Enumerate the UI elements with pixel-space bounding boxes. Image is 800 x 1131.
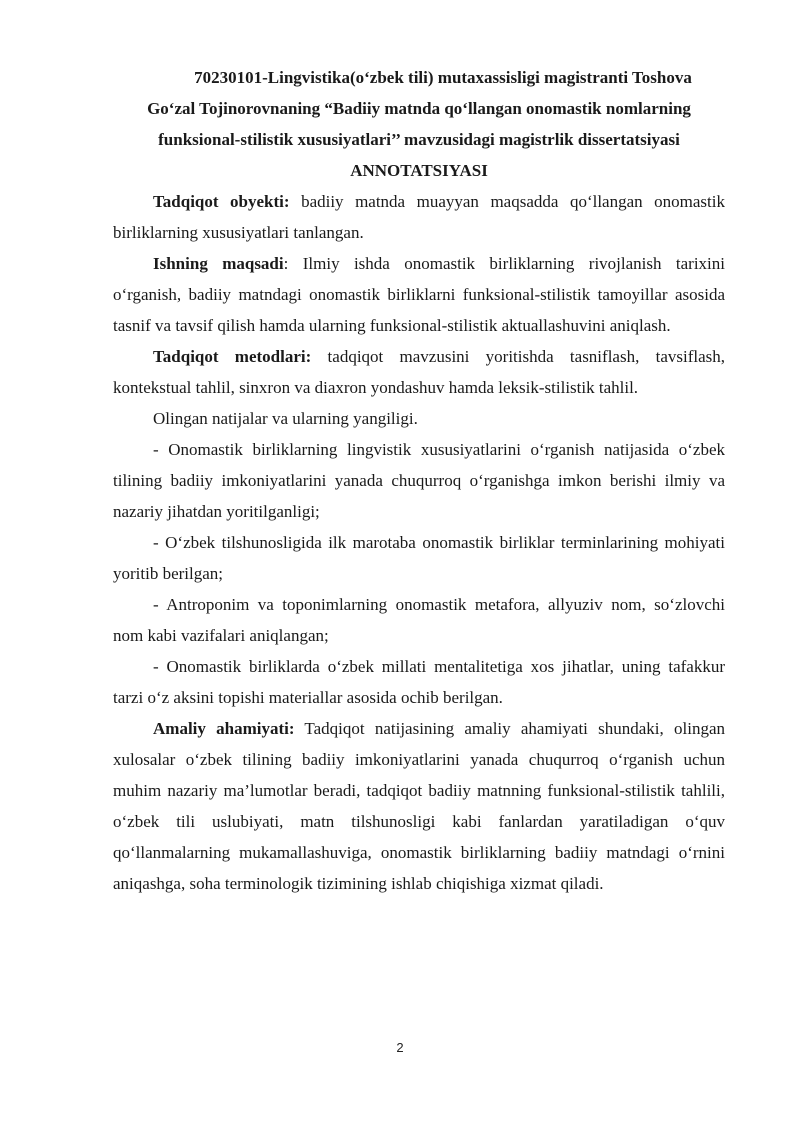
title-line-2: Go‘zal Tojinorovnaning “Badiiy matnda qo‘llangan onomastik nomlarning	[147, 99, 691, 118]
result-item: - Onomastik birliklarda o‘zbek millati mentalitetiga xos jihatlar, uning tafakkur tarzi o‘z aksini topishi materiallar asosida ochib berilgan.	[113, 657, 725, 707]
methods-label: Tadqiqot metodlari:	[153, 347, 312, 366]
goal-text: : Ilmiy ishda onomastik birliklarning rivojlanish tarixini o‘rganish, badiiy matndagi onomastik birliklarni funksional-stilistik tamoyillar asosida tasnif va tavsif qilish hamda ularning funksional-stilistik aktuallashuvini aniqlash.	[113, 254, 725, 335]
annotation-heading: ANNOTATSIYASI	[350, 161, 488, 180]
results-intro: Olingan natijalar va ularning yangiligi.	[153, 409, 418, 428]
result-item: - Onomastik birliklarning lingvistik xususiyatlarini o‘rganish natijasida o‘zbek tilining badiiy imkoniyatlarini yanada chuqurroq o‘rganishga imkon berishi ilmiy va nazariy jihatdan yoritilganligi;	[113, 440, 725, 521]
practical-label: Amaliy ahamiyati:	[153, 719, 295, 738]
document-title	[113, 62, 725, 186]
goal-label: Ishning maqsadi	[153, 254, 284, 273]
object-label: Tadqiqot obyekti:	[153, 192, 290, 211]
title-line-3: funksional-stilistik xususiyatlari’’ mavzusidagi magistrlik dissertatsiyasi	[158, 130, 680, 149]
practical-text: Tadqiqot natijasining amaliy ahamiyati shundaki, olingan xulosalar o‘zbek tilining badiiy imkoniyatlarini yanada chuqurroq o‘rganish uchun muhim nazariy ma’lumotlar beradi, tadqiqot badiiy matnning funksional-stilistik tahlili, o‘zbek tili uslubiyati, matn tilshunosligi kabi fanlardan yaratiladigan o‘quv qo‘llanmalarning mukamallashuviga, onomastik birliklarning badiiy matndagi o‘rnini aniqashga, soha terminologik tizimining ishlab chiqishiga xizmat qiladi.	[113, 719, 725, 893]
methods-paragraph	[113, 341, 725, 403]
result-item: - O‘zbek tilshunosligida ilk marotaba onomastik birliklar terminlarining mohiyati yoritib berilgan;	[113, 533, 725, 583]
document-page	[113, 62, 725, 899]
title-line-1: 70230101-Lingvistika(o‘zbek tili) mutaxassisligi magistranti Toshova	[194, 68, 692, 87]
page-number: 2	[396, 1040, 404, 1055]
goal-paragraph	[113, 248, 725, 341]
object-text: badiiy matnda muayyan maqsadda qo‘llangan onomastik birliklarning xususiyatlari tanlangan.	[113, 192, 725, 242]
methods-text: tadqiqot mavzusini yoritishda tasniflash, tavsiflash, kontekstual tahlil, sinxron va diaxron yondashuv hamda leksik-stilistik tahlil.	[113, 347, 725, 397]
practical-paragraph	[113, 713, 725, 899]
result-item: - Antroponim va toponimlarning onomastik metafora, allyuziv nom, so‘zlovchi nom kabi vazifalari aniqlangan;	[113, 595, 725, 645]
object-paragraph	[113, 186, 725, 248]
